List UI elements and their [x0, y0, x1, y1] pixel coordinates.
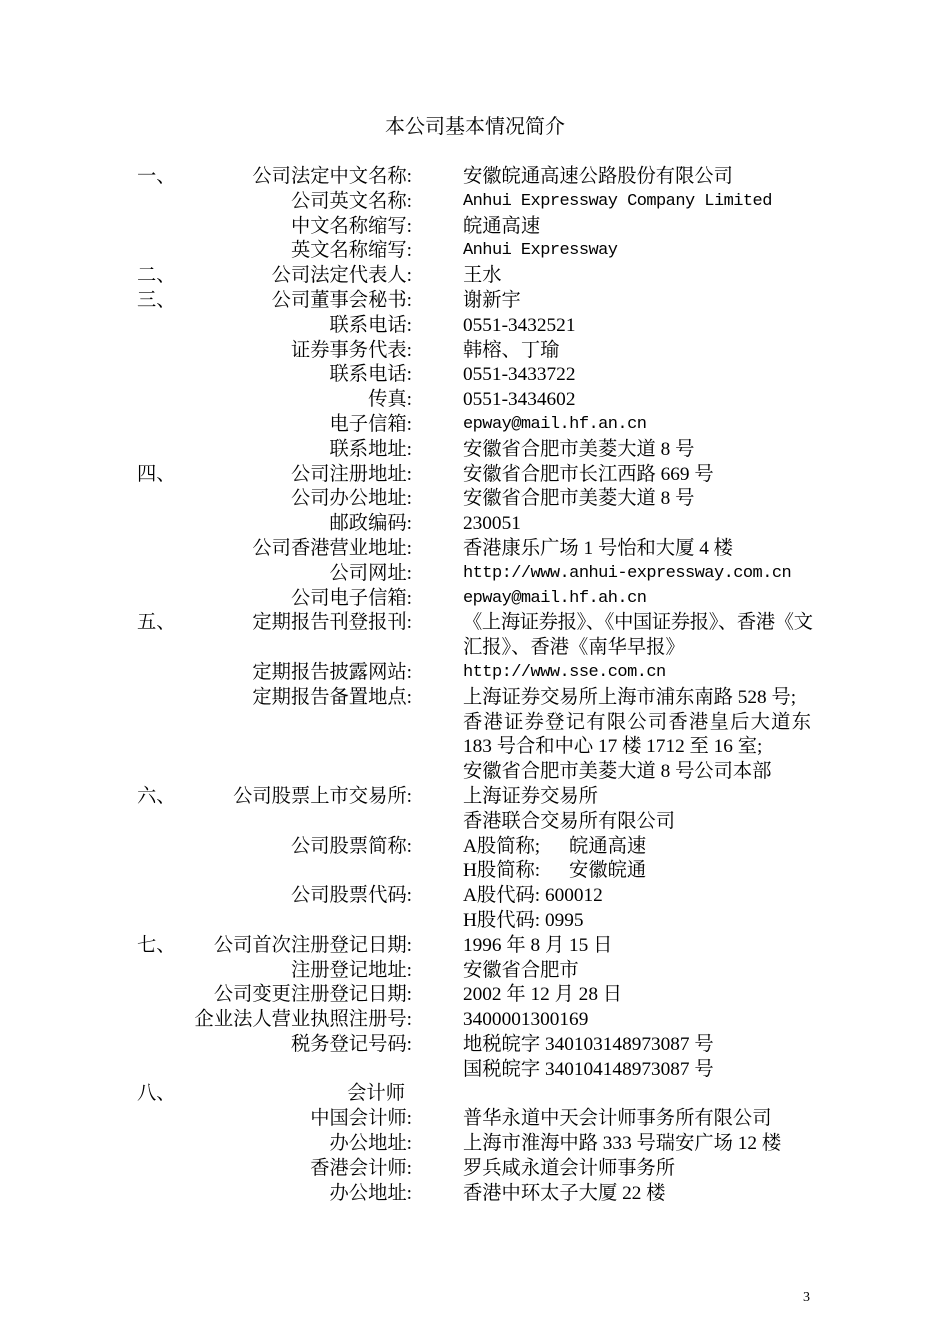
row-report-archive-locations — [137, 686, 811, 785]
value-line: 皖通高速 — [463, 215, 541, 237]
field-label: 公司变更注册登记日期: — [213, 984, 412, 1006]
value-line: 3400001300169 — [463, 1009, 589, 1031]
value-line: 汇报》、香港《南华早报》 — [463, 637, 685, 659]
value-line: H股简称: 安徽皖通 — [463, 860, 647, 882]
value-line: 安徽省合肥市美菱大道 8 号 — [463, 438, 695, 460]
field-label: 公司股票简称: — [290, 835, 412, 857]
field-label: 注册登记地址: — [290, 959, 412, 981]
field-value — [463, 215, 811, 240]
field-value — [463, 835, 811, 885]
field-value — [463, 983, 811, 1008]
row-first-registration-date — [137, 934, 811, 959]
field-label: 定期报告备置地点: — [252, 686, 412, 708]
field-value — [463, 363, 811, 388]
field-value — [463, 1033, 811, 1083]
value-line: 0551-3433722 — [463, 364, 576, 386]
section-number: 四、 — [137, 463, 176, 485]
section-number: 三、 — [137, 289, 176, 311]
row-representative-phone — [137, 363, 811, 388]
value-line: 普华永道中天会计师事务所有限公司 — [463, 1108, 772, 1130]
field-value — [463, 512, 811, 537]
row-hk-accountant-address — [137, 1182, 811, 1207]
value-line: 韩榕、丁瑜 — [463, 339, 560, 361]
row-prc-accountant-address — [137, 1132, 811, 1157]
value-line: 上海证券交易所 — [463, 785, 598, 807]
field-label: 公司首次注册登记日期: — [213, 934, 412, 956]
field-value — [463, 487, 811, 512]
field-label: 企业法人营业执照注册号: — [194, 1009, 412, 1031]
field-label: 邮政编码: — [329, 513, 412, 535]
field-label: 定期报告刊登报刊: — [252, 612, 412, 634]
field-value — [463, 1008, 811, 1033]
value-line: http://www.sse.com.cn — [463, 662, 666, 682]
value-line: 上海市淮海中路 333 号瑞安广场 12 楼 — [463, 1133, 782, 1155]
field-label: 公司英文名称: — [290, 190, 412, 212]
field-value — [463, 1132, 811, 1157]
value-line: 《上海证券报》、《中国证券报》、香港《文 — [463, 612, 811, 634]
value-line: A股代码: 600012 — [463, 885, 603, 907]
section-number: 一、 — [137, 166, 176, 187]
field-label: 传真: — [368, 389, 412, 411]
value-line: 安徽省合肥市美菱大道 8 号公司本部 — [463, 761, 772, 783]
row-english-abbreviation — [137, 239, 811, 264]
field-label: 公司股票代码: — [290, 885, 412, 907]
field-value — [463, 264, 811, 289]
value-line: 安徽省合肥市 — [463, 959, 579, 981]
row-hk-business-address — [137, 537, 811, 562]
field-value — [463, 562, 811, 587]
row-legal-representative — [137, 264, 811, 289]
field-value — [463, 239, 811, 264]
value-line: 香港中环太子大厦 22 楼 — [463, 1182, 666, 1204]
row-securities-representative — [137, 339, 811, 364]
row-website — [137, 562, 811, 587]
field-value — [463, 661, 811, 686]
value-line: 0551-3434602 — [463, 389, 576, 411]
row-postal-code — [137, 512, 811, 537]
section-number: 二、 — [137, 265, 176, 287]
value-line: 2002 年 12 月 28 日 — [463, 984, 623, 1006]
row-tax-registration-number — [137, 1033, 811, 1083]
row-hk-accountant — [137, 1157, 811, 1182]
field-value — [463, 1107, 811, 1132]
field-label: 公司法定代表人: — [271, 265, 412, 287]
value-line: 香港康乐广场 1 号怡和大厦 4 楼 — [463, 537, 733, 559]
field-value — [463, 190, 811, 215]
field-label: 公司注册地址: — [290, 463, 412, 485]
field-value — [463, 934, 811, 959]
field-value — [463, 587, 811, 612]
value-line: H股代码: 0995 — [463, 909, 584, 931]
field-value — [463, 388, 811, 413]
field-label: 联系电话: — [329, 364, 412, 386]
value-line: http://www.anhui-expressway.com.cn — [463, 563, 792, 583]
field-label: 联系电话: — [329, 314, 412, 336]
row-company-email — [137, 587, 811, 612]
row-chinese-abbreviation — [137, 215, 811, 240]
row-registration-address — [137, 959, 811, 984]
field-label: 公司网址: — [329, 562, 412, 584]
field-label: 公司办公地址: — [290, 488, 412, 510]
field-label: 香港会计师: — [310, 1157, 412, 1179]
row-legal-chinese-name — [137, 165, 811, 190]
field-value — [463, 884, 811, 934]
field-value — [463, 463, 811, 488]
field-label: 电子信箱: — [329, 413, 412, 435]
value-line: 安徽皖通高速公路股份有限公司 — [463, 166, 733, 187]
row-fax — [137, 388, 811, 413]
row-stock-exchanges — [137, 785, 811, 835]
value-line: 王水 — [463, 265, 502, 287]
value-line: 香港联合交易所有限公司 — [463, 810, 676, 832]
row-email — [137, 413, 811, 438]
value-line: 谢新宇 — [463, 289, 521, 311]
value-line: epway@mail.hf.ah.cn — [463, 588, 647, 608]
row-business-license-number — [137, 1008, 811, 1033]
field-label: 办公地址: — [329, 1133, 412, 1155]
field-value — [463, 165, 811, 190]
section-number: 八、 — [137, 1083, 176, 1105]
row-prc-accountant — [137, 1107, 811, 1132]
value-line: 上海证券交易所上海市浦东南路 528 号; — [463, 686, 797, 708]
section-number: 五、 — [137, 612, 176, 634]
row-report-website — [137, 661, 811, 686]
row-english-name — [137, 190, 811, 215]
field-label: 定期报告披露网站: — [252, 661, 412, 683]
field-value — [463, 438, 811, 463]
field-value — [463, 959, 811, 984]
row-registered-address — [137, 463, 811, 488]
field-label: 证券事务代表: — [290, 339, 412, 361]
field-label: 公司董事会秘书: — [271, 289, 412, 311]
value-line: 安徽省合肥市美菱大道 8 号 — [463, 488, 695, 510]
field-value — [463, 413, 811, 438]
section-number: 六、 — [137, 785, 176, 807]
value-line: 香港证券登记有限公司香港皇后大道东 — [463, 711, 811, 733]
field-value — [463, 537, 811, 562]
value-line: 安徽省合肥市长江西路 669 号 — [463, 463, 714, 485]
row-board-secretary — [137, 289, 811, 314]
value-line: 0551-3432521 — [463, 314, 576, 336]
value-line: 罗兵咸永道会计师事务所 — [463, 1157, 676, 1179]
value-line: A股简称; 皖通高速 — [463, 835, 647, 857]
field-value — [463, 1157, 811, 1182]
row-accountants-heading — [137, 1082, 811, 1107]
field-label: 中国会计师: — [310, 1108, 412, 1130]
row-report-newspapers — [137, 611, 811, 661]
row-stock-codes — [137, 884, 811, 934]
field-label: 联系地址: — [329, 438, 412, 460]
value-line: 国税皖字 340104148973087 号 — [463, 1058, 714, 1080]
field-value — [463, 686, 811, 785]
value-line: Anhui Expressway Company Limited — [463, 191, 772, 211]
field-label: 税务登记号码: — [290, 1033, 412, 1055]
field-label: 英文名称缩写: — [290, 240, 412, 262]
row-stock-short-names — [137, 835, 811, 885]
field-label: 中文名称缩写: — [290, 215, 412, 237]
page-title: 本公司基本情况简介 — [385, 116, 565, 138]
row-change-registration-date — [137, 983, 811, 1008]
field-label: 公司法定中文名称: — [252, 166, 412, 187]
value-line: 183 号合和中心 17 楼 1712 至 16 室; — [463, 736, 763, 758]
field-label: 公司香港营业地址: — [252, 537, 412, 559]
field-label: 公司股票上市交易所: — [233, 785, 412, 807]
section-number: 七、 — [137, 934, 176, 956]
value-line: Anhui Expressway — [463, 241, 618, 261]
field-label: 会计师 — [347, 1083, 405, 1105]
company-profile-list — [137, 165, 811, 1206]
value-line: 230051 — [463, 513, 521, 535]
row-secretary-phone — [137, 314, 811, 339]
field-value — [463, 1182, 811, 1207]
value-line: 地税皖字 340103148973087 号 — [463, 1033, 714, 1055]
field-value — [463, 785, 811, 835]
field-label: 办公地址: — [329, 1182, 412, 1204]
field-value — [463, 611, 811, 661]
value-line: 1996 年 8 月 15 日 — [463, 934, 613, 956]
field-value — [463, 339, 811, 364]
field-label: 公司电子信箱: — [290, 587, 412, 609]
value-line: epway@mail.hf.an.cn — [463, 414, 647, 434]
page-number: 3 — [803, 1290, 810, 1305]
row-office-address — [137, 487, 811, 512]
row-contact-address — [137, 438, 811, 463]
field-value — [463, 289, 811, 314]
field-value — [463, 314, 811, 339]
